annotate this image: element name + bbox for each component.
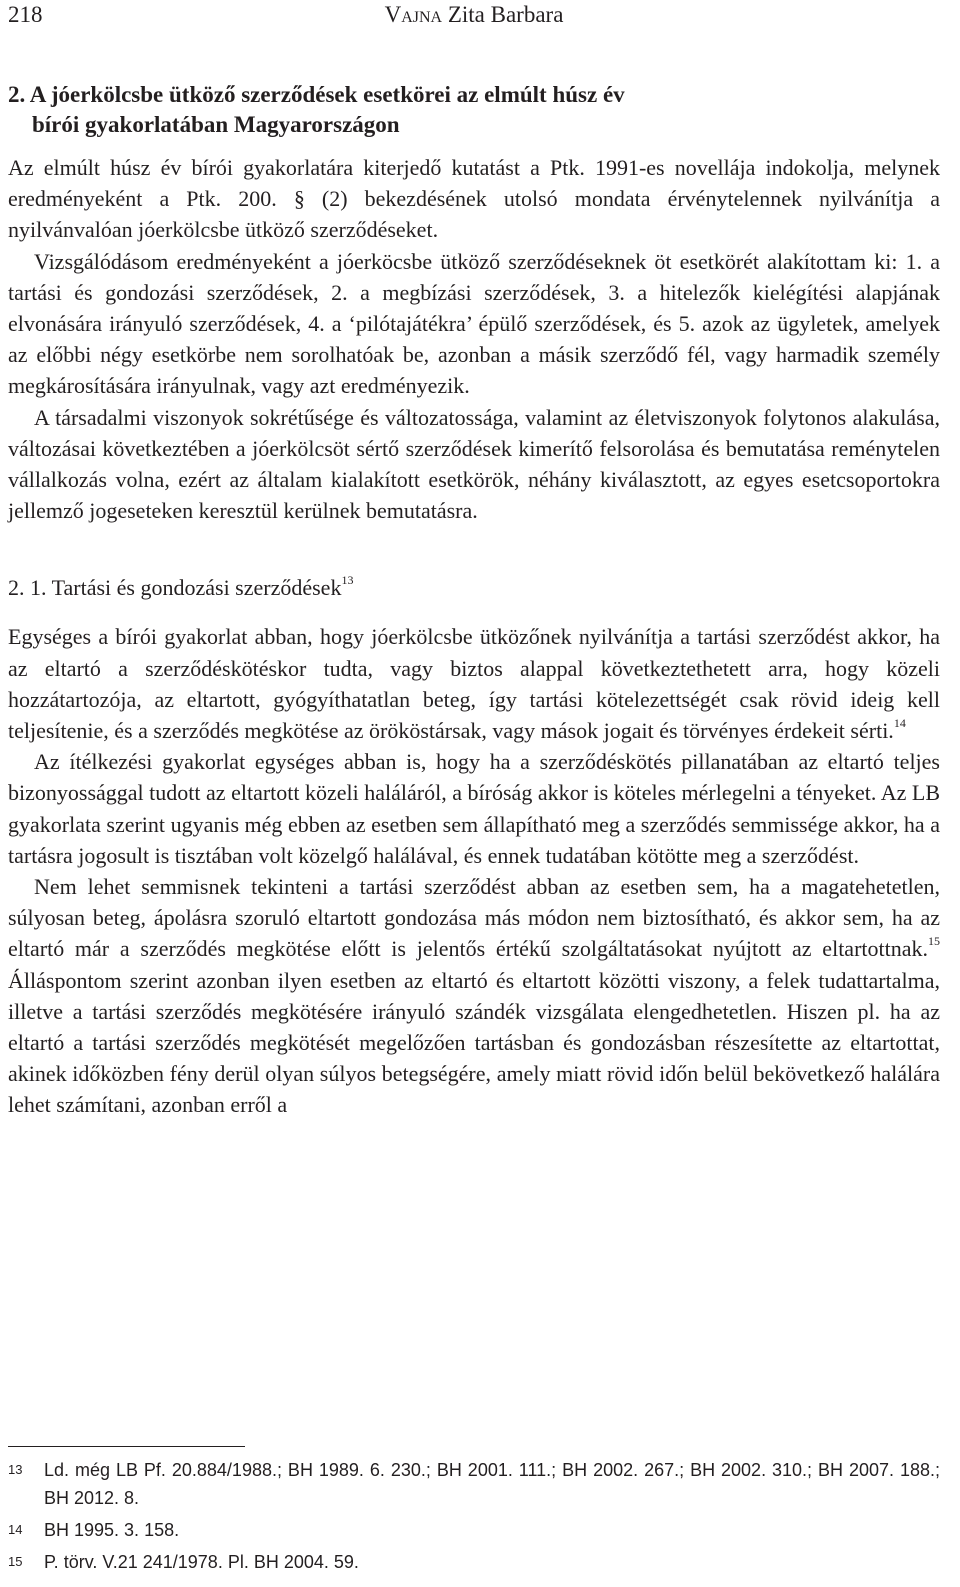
paragraph: A társadalmi viszonyok sokrétűsége és változatossága, valamint az életviszonyok folytonos alakulása, változásai következtében a jóerkölcsöt sértő szerződések kimerítő felsorolása és bemutatása reménytelen vállalkozás volna, ezért az általam kialakított esetkörök, néhány kiválasztott, az egyes esetcsoportokra jellemző jogeseteken keresztül kerülnek bemutatásra. [8, 404, 940, 524]
paragraph [8, 621, 940, 746]
footnote-ref[interactable]: 13 [341, 573, 354, 588]
footnotes [8, 1456, 940, 1580]
author-surname: Vajna [384, 2, 443, 27]
footnote [8, 1516, 940, 1544]
footnote-text: Ld. még LB Pf. 20.884/1988.; BH 1989. 6. 230.; BH 2001. 111.; BH 2002. 267.; BH 2002. 310.; BH 2007. 188.; BH 2012. 8. [44, 1460, 940, 1508]
paragraph: Az ítélkezési gyakorlat egységes abban is, hogy ha a szerződéskötés pillanatában az eltartó teljes bizonyossággal tudott az eltartott közeli haláláról, a bíróság akkor is köteles mérlegelni a tényeket. Az LB gyakorlata szerint ugyanis még ebben az esetben sem állapítható meg a szerződés semmissége akkor, ha a tartásra jogosult is tisztában volt közelgő halálával, és ennek tudatában kötötte meg a szerződést. [8, 749, 940, 868]
footnote-text: P. törv. V.21 241/1978. Pl. BH 2004. 59. [44, 1552, 359, 1572]
page-number: 218 [8, 2, 43, 27]
main-text [8, 80, 940, 1121]
paragraph-text: Egységes a bírói gyakorlat abban, hogy jóerkölcsbe ütközőnek nyilvánítja a tartási szerződést akkor, ha az eltartó a szerződéskötéskor tudta, vagy biztos alappal következtethetett arra, hogy közeli hozzátartozója, az eltartott, gyógyíthatatlan beteg, így tartási kötelezettségét csak rövid ideig kell teljesítenie, és a szerződés megkötése az örököstársak, vagy mások jogait és törvényes érdekeit sérti. [8, 624, 940, 744]
subsection-title: 2. 1. Tartási és gondozási szerződések [8, 575, 342, 601]
section-title-line2: bírói gyakorlatában Magyarországon [32, 112, 400, 137]
footnote-number: 13 [8, 1462, 23, 1477]
subsection-heading [8, 572, 940, 603]
author-given-name: Zita Barbara [447, 2, 564, 27]
running-header [8, 2, 940, 32]
footnote-number: 14 [8, 1522, 23, 1537]
paragraph: Vizsgálódásom eredményeként a jóerköcsbe ütköző szerződéseknek öt esetkörét alakítottam ki: 1. a tartási és gondozási szerződések, 2. a megbízási szerződések, 3. a hitelezők kielégítési alapjának elvonására irányuló szerződések, 4. a ‘pilótajátékra’ épülő szerződések, és 5. azok az ügyletek, amelyek az előbbi négy esetkörbe nem sorolhatóak be, azonban a másik szerződő fél, vagy harmadik személy megkárosítására irányulnak, vagy azt eredményezik. [8, 248, 940, 399]
paragraph [8, 871, 940, 1121]
footnote [8, 1456, 940, 1512]
footnote-separator [8, 1446, 245, 1447]
section-title-line1: A jóerkölcsbe ütköző szerződések esetkörei az elmúlt húsz év [29, 82, 625, 107]
paragraph: Az elmúlt húsz év bírói gyakorlatára kiterjedő kutatást a Ptk. 1991-es novellája indokolja, melynek eredményeként a Ptk. 200. § (2) bekezdésének utolsó mondata érvénytelennek nyilvánítja a nyilvánvalóan jóerkölcsbe ütköző szerződéseket. [8, 155, 940, 243]
section-heading [8, 80, 940, 140]
paragraph-text: Álláspontom szerint azonban ilyen esetben az eltartó és eltartott közötti viszony, a felek tudattartalma, illetve a tartási szerződés megkötésére irányuló szándék vizsgálata elengedhetetlen. Hiszen pl. ha az eltartó a tartási szerződés megkötését megelőzően tartásban és gondozásban részesítette az eltartottat, akinek időközben fény derül olyan súlyos betegségére, amely miatt rövid időn belül bekövetkező halálára lehet számítani, azonban erről a [8, 967, 940, 1118]
section-number: 2. [8, 82, 26, 107]
footnote-number: 15 [8, 1554, 23, 1569]
paragraph-text: Nem lehet semmisnek tekinteni a tartási szerződést abban az esetben sem, ha a magatehetetlen, súlyosan beteg, ápolásra szoruló eltartott gondozása más módon nem biztosítható, és akkor sem, ha az eltartó már a szerződés megkötése előtt is jelentős értékű szolgáltatásokat nyújtott az eltartottnak. [8, 874, 940, 962]
footnote-ref[interactable]: 14 [893, 716, 906, 731]
footnote-text: BH 1995. 3. 158. [44, 1520, 180, 1540]
footnote-ref[interactable]: 15 [928, 934, 940, 949]
running-head-author [8, 2, 940, 28]
footnote [8, 1548, 940, 1576]
